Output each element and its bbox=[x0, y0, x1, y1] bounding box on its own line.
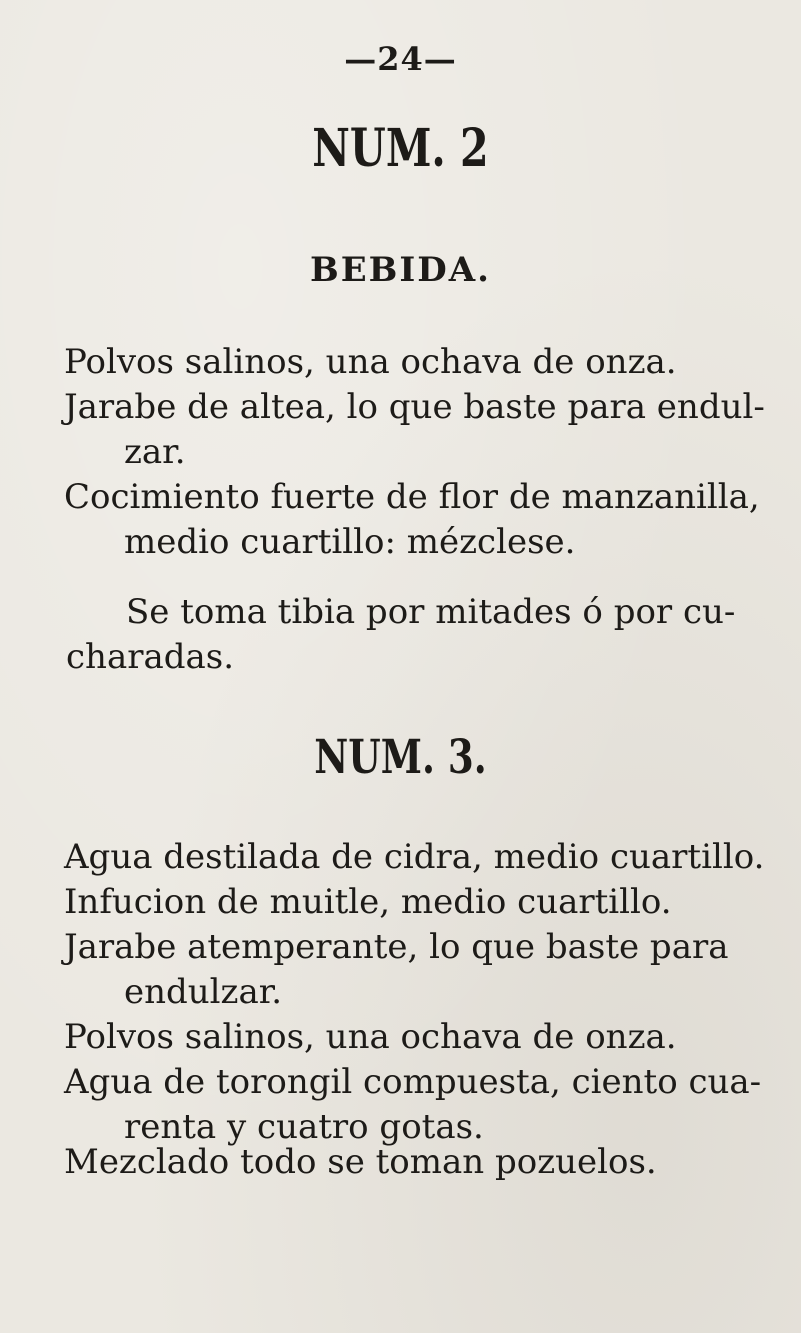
recipe-instructions-num-2 bbox=[66, 590, 735, 680]
recipe-line: Infucion de muitle, medio cuartillo. bbox=[64, 882, 672, 922]
recipe-line: Cocimiento fuerte de flor de manzanilla, bbox=[64, 477, 760, 517]
recipe-line: Polvos salinos, una ochava de onza. bbox=[64, 342, 677, 382]
recipe-line: medio cuartillo: mézclese. bbox=[124, 522, 576, 562]
recipe-line: zar. bbox=[124, 432, 186, 472]
recipe-line: Polvos salinos, una ochava de onza. bbox=[64, 1017, 677, 1057]
recipe-line: Jarabe de altea, lo que baste para endul- bbox=[64, 387, 765, 427]
recipe-ingredients-num-2 bbox=[64, 340, 765, 565]
recipe-line: Agua de torongil compuesta, ciento cua- bbox=[64, 1062, 762, 1102]
recipe-instructions-num-3 bbox=[64, 1140, 657, 1185]
section-heading-num-2: NUM. 2 bbox=[312, 118, 489, 179]
page-number: —24— bbox=[344, 40, 457, 78]
instruction-line: Se toma tibia por mitades ó por cu- bbox=[126, 592, 736, 632]
recipe-line: renta y cuatro gotas. bbox=[124, 1107, 484, 1147]
instruction-line: charadas. bbox=[66, 637, 235, 677]
instruction-line: Mezclado todo se toman pozuelos. bbox=[64, 1142, 657, 1182]
section-subheading-bebida: BEBIDA. bbox=[310, 250, 491, 290]
section-heading-num-3: NUM. 3. bbox=[314, 730, 487, 785]
recipe-line: Agua destilada de cidra, medio cuartillo. bbox=[64, 837, 765, 877]
recipe-ingredients-num-3 bbox=[64, 835, 764, 1150]
recipe-line: endulzar. bbox=[124, 972, 283, 1012]
recipe-line: Jarabe atemperante, lo que baste para bbox=[64, 927, 729, 967]
